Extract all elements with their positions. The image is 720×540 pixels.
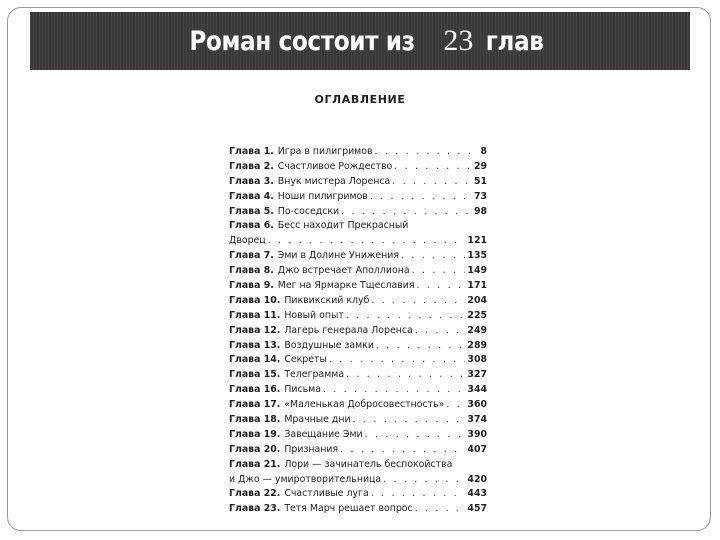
toc-page-number: 327 [467,369,487,381]
toc-chapter-number: Глава 23. [229,503,281,515]
toc-chapter-number: Глава 21. [229,458,281,470]
toc-chapter-title: Завещание Эми [284,428,363,440]
toc-entry [229,429,487,444]
toc-chapter-number: Глава 22. [229,488,281,500]
toc-page-number: 308 [467,354,487,366]
toc-entry [229,414,487,429]
toc-chapter-number: Глава 19. [229,428,281,440]
toc-page-number: 289 [467,339,487,351]
toc-chapter-number: Глава 12. [229,324,281,336]
toc-page-number: 360 [467,399,487,411]
toc-page-number: 407 [467,443,487,455]
toc-chapter-number: Глава 2. [229,160,274,172]
toc-chapter-title: Бесс находит Прекрасный [277,220,409,232]
toc-entry [229,280,487,295]
toc-page-number: 98 [473,205,487,217]
toc-leader-dots [353,414,466,425]
toc-entry [229,220,487,235]
toc-chapter-title: Эми в Долине Унижения [277,250,400,262]
toc-leader-dots [415,503,466,514]
toc-chapter-number: Глава 17. [229,399,281,411]
toc-chapter-number: Глава 9. [229,280,274,292]
toc-entry [229,488,487,503]
toc-leader-dots [329,354,466,365]
toc-entry [229,340,487,355]
toc-chapter-title: Внук мистера Лоренса [277,175,391,187]
toc-chapter-title: Секреты [284,354,327,366]
toc-leader-dots [446,399,465,410]
toc-page-number: 225 [467,309,487,321]
toc-chapter-number: Глава 1. [229,146,274,157]
toc-page-number: 73 [473,190,487,202]
toc-leader-dots [383,474,465,485]
toc-leader-dots [340,444,465,455]
toc-chapter-title: Тетя Марч решает вопрос [284,503,413,515]
toc-page-number: 121 [467,235,487,247]
toc-chapter-title: Воздушные замки [284,339,374,351]
toc-chapter-number: Глава 10. [229,294,281,306]
toc-chapter-title: и Джо — умиротворительница [229,473,382,485]
toc-leader-dots [375,146,479,157]
toc-chapter-number: Глава 15. [229,369,281,381]
slide-title-suffix: глав [486,25,544,57]
toc-leader-dots [371,488,466,499]
toc-page-number: 390 [467,428,487,440]
toc-entry [229,325,487,340]
toc-entry [229,369,487,384]
toc-entry [229,191,487,206]
toc-page-number: 149 [467,265,487,277]
toc-chapter-number: Глава 7. [229,250,274,262]
toc-entry [229,161,487,176]
toc-page-number: 51 [473,175,487,187]
toc-chapter-number: Глава 6. [229,220,274,232]
toc-leader-dots [346,369,465,380]
slide-title-prefix: Роман состоит из [189,25,416,57]
toc-page-number: 204 [467,294,487,306]
toc-chapter-number: Глава 5. [229,205,274,217]
toc-chapter-number: Глава 13. [229,339,281,351]
toc-leader-dots [392,176,472,187]
toc-entry [229,310,487,325]
toc-chapter-title: Письма [284,384,321,396]
toc-leader-dots [346,310,466,321]
toc-entry [229,444,487,459]
toc-leader-dots [341,206,472,217]
toc-leader-dots [370,191,472,202]
toc-page-number: 8 [480,146,487,157]
toc-chapter-title: Признания [284,443,339,455]
toc-page-number: 135 [467,250,487,262]
toc-chapter-title: По-соседски [277,205,340,217]
toc-chapter-title: Мрачные дни [284,414,351,426]
toc-page-number: 457 [467,503,487,515]
toc-chapter-title: Счастливые луга [284,488,369,500]
toc-leader-dots [412,265,466,276]
table-of-contents [229,146,487,518]
toc-chapter-title: Новый опыт [284,309,344,321]
toc-page-number: 344 [467,384,487,396]
toc-chapter-number: Глава 16. [229,384,281,396]
toc-chapter-number: Глава 11. [229,309,281,321]
toc-page-number: 249 [467,324,487,336]
toc-chapter-number: Глава 3. [229,175,274,187]
slide-title-number: 23 [443,24,474,57]
toc-leader-dots [415,325,466,336]
toc-chapter-number: Глава 18. [229,414,281,426]
toc-page-number: 29 [473,160,487,172]
toc-entry [229,474,487,489]
toc-leader-dots [376,340,466,351]
toc-chapter-title: Мег на Ярмарке Тщеславия [277,280,415,292]
toc-leader-dots [268,235,466,246]
toc-chapter-title: Пиквикский клуб [284,294,370,306]
toc-chapter-title: Ноши пилигримов [277,190,368,202]
toc-leader-dots [394,161,472,172]
toc-chapter-title: «Маленькая Добросовестность» [284,399,445,411]
toc-entry [229,206,487,221]
toc-entry [229,176,487,191]
toc-entry [229,295,487,310]
toc-entry [229,250,487,265]
toc-leader-dots [371,295,465,306]
toc-entry [229,503,487,518]
toc-chapter-title: Лори — зачинатель беспокойства [284,458,453,470]
toc-entry [229,146,487,161]
toc-chapter-number: Глава 4. [229,190,274,202]
toc-entry [229,354,487,369]
toc-entry [229,235,487,250]
toc-page-number: 420 [467,473,487,485]
toc-chapter-number: Глава 14. [229,354,281,366]
slide-title-bar [30,12,690,70]
toc-entry [229,399,487,414]
toc-leader-dots [365,429,466,440]
toc-page-number: 374 [467,414,487,426]
toc-chapter-title: Джо встречает Аполлиона [277,265,410,277]
toc-chapter-title: Лагерь генерала Лоренса [284,324,413,336]
toc-chapter-number: Глава 20. [229,443,281,455]
toc-entry [229,384,487,399]
toc-chapter-title: Дворец [229,235,266,247]
toc-entry [229,265,487,280]
toc-entry [229,459,487,474]
toc-chapter-title: Телеграмма [284,369,345,381]
toc-leader-dots [401,250,465,261]
toc-chapter-title: Игра в пилигримов [277,146,373,157]
toc-leader-dots [323,384,465,395]
toc-chapter-number: Глава 8. [229,265,274,277]
toc-heading: ОГЛАВЛЕНИЕ [314,93,406,106]
toc-chapter-title: Счастливое Рождество [277,160,393,172]
toc-page-number: 443 [467,488,487,500]
toc-page-number: 171 [467,280,487,292]
toc-leader-dots [417,280,466,291]
